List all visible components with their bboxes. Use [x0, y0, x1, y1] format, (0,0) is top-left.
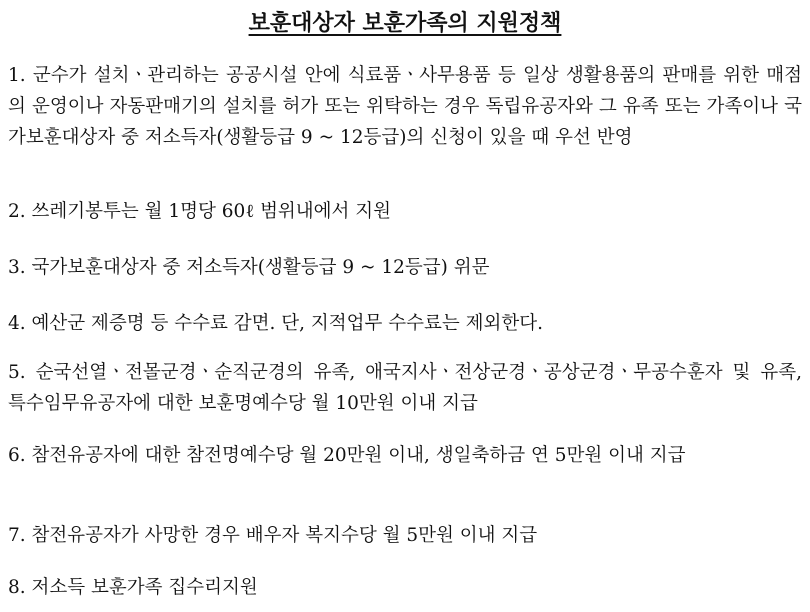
- document-title-text: 보훈대상자 보훈가족의 지원정책: [248, 10, 562, 36]
- policy-item-4: 4. 예산군 제증명 등 수수료 감면. 단, 지적업무 수수료는 제외한다.: [8, 313, 543, 334]
- policy-item-8: 8. 저소득 보훈가족 집수리지원: [8, 577, 258, 598]
- policy-item-7: 7. 참전유공자가 사망한 경우 배우자 복지수당 월 5만원 이내 지급: [8, 525, 538, 546]
- policy-item-2: 2. 쓰레기봉투는 월 1명당 60ℓ 범위내에서 지원: [8, 201, 392, 222]
- document-title: [0, 8, 810, 38]
- policy-item-1: 1. 군수가 설치ㆍ관리하는 공공시설 안에 식료품ㆍ사무용품 등 일상 생활용품의 판매를 위한 매점의 운영이나 자동판매기의 설치를 허가 또는 위탁하는 경우 독립유공자와 그 유족 또는 가족이나 국가보훈대상자 중 저소득자(생활등급 9 ~ 12등급)의 신청이 있을 때 우선 반영: [8, 65, 802, 148]
- policy-item-3: 3. 국가보훈대상자 중 저소득자(생활등급 9 ~ 12등급) 위문: [8, 257, 490, 278]
- policy-item-5: 5. 순국선열ㆍ전몰군경ㆍ순직군경의 유족, 애국지사ㆍ전상군경ㆍ공상군경ㆍ무공수훈자 및 유족, 특수임무유공자에 대한 보훈명예수당 월 10만원 이내 지급: [8, 362, 802, 414]
- policy-item-6: 6. 참전유공자에 대한 참전명예수당 월 20만원 이내, 생일축하금 연 5만원 이내 지급: [8, 445, 686, 466]
